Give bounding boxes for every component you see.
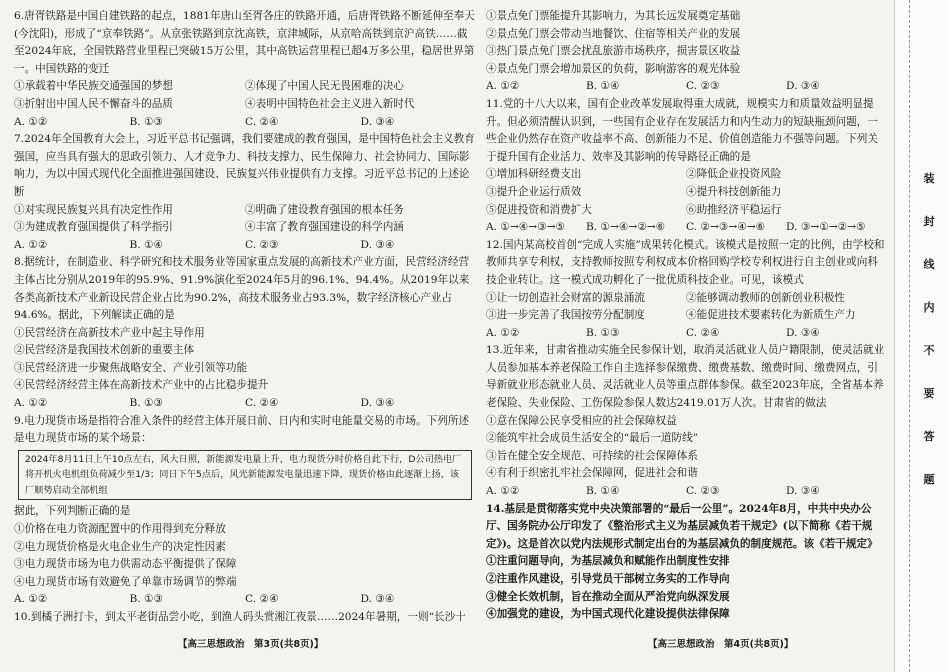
material-box: 2024年8月11日上午10点左右，风大日照，新能源发电量上升，电力现货分时价格自此下行，D公司热电厂将开机火电机组负荷减少至1/3；同日下午5点后，风光新能源发电量迅速下降，现货价格由此逐渐上扬，该厂顺势启动全部机组 (18, 450, 472, 501)
answer-choices (14, 591, 476, 609)
choice-b: B. ①③ (586, 326, 620, 339)
option: ④加强党的建设，为中国式现代化建设提供法律保障 (486, 608, 730, 621)
choice-c: C. ②③ (686, 485, 720, 498)
option: ④能促进技术要素转化为新质生产力 (686, 309, 856, 322)
question-stem: 8.据统计，在制造业、科学研究和技术服务业等国家重点发展的高新技术产业方面，民营经济经营主体占比分别从2019年的95.9%、91.9%演化至2024年5月的96.1%、94.4%。从2019年以来各类高新技术产业新设民营企业占比为90.2%，高技术服务业占93.3%，数字经济核心产业占94.6%。据此，下列解读正确的是 (14, 256, 470, 322)
option: ①价格在电力资源配置中的作用得到充分释放 (14, 522, 226, 535)
option: ④提升科技创新能力 (686, 185, 782, 198)
choice-d: D. ③④ (786, 80, 820, 93)
question-stem: 10.到橘子洲打卡，到太平老街品尝小吃，到渔人码头赏湘江夜景……2024年暑期，一则“长沙十 (14, 610, 466, 623)
choice-d: D. ③→①→②→⑤ (786, 221, 866, 234)
choice-a: A. ①② (14, 238, 48, 251)
choice-a (486, 624, 586, 626)
choice-d: D. ③④ (360, 397, 395, 410)
choice-b: B. ①③ (129, 397, 164, 410)
option: ①承载着中华民族交通强国的梦想 (14, 80, 173, 93)
question-11 (486, 96, 886, 237)
choice-d: D. ③④ (786, 326, 820, 339)
choice-c: C. ②④ (245, 397, 279, 410)
option: ②明确了建设教育强国的根本任务 (245, 203, 404, 216)
option: ④表明中国特色社会主义进入新时代 (245, 97, 415, 110)
choice-b: B. ①④ (586, 80, 620, 93)
question-stem: 6.唐胥铁路是中国自建铁路的起点，1881年唐山至胥各庄的铁路开通，后唐胥铁路不断延伸至奉天(今沈阳)，形成了“京奉铁路”。从京张铁路到京沈高铁，京津城际，从京哈高铁到京沪高铁……截至2024年底，全国铁路营业里程已突破15万公里，其中高铁运营里程已超4万多公里，稳居世界第一。中国铁路的变迁 (14, 10, 475, 75)
binding-char: 要 (923, 387, 935, 400)
option: ①让一切创造社会财富的源泉涌流 (486, 291, 645, 304)
option: ②降低企业投资风险 (686, 168, 782, 181)
option: ③为建成教育强国提供了科学指引 (14, 221, 173, 234)
choice-b: B. ①④ (129, 238, 164, 251)
choice-c: C. ②③ (686, 80, 720, 93)
answer-choices (486, 78, 886, 96)
answer-choices (14, 114, 476, 132)
option: ④民营经济经营主体在高新技术产业中的占比稳步提升 (14, 379, 269, 392)
page-3-column (14, 8, 476, 626)
choice-a: A. ①② (14, 593, 48, 606)
question-stem: 14.基层是贯彻落实党中央决策部署的“最后一公里”。2024年8月，中共中央办公厅、国务院办公厅印发了《整治形式主义为基层减负若干规定》(以下简称《若干规定》)。这是首次以党内法规形式制定出台的为基层减负的制度规范。该《若干规定》 (486, 502, 878, 550)
binding-warning-text (915, 170, 943, 514)
binding-char: 题 (923, 473, 935, 486)
question-7 (14, 131, 476, 254)
option: ③民营经济进一步聚焦战略安全、产业引领等功能 (14, 361, 248, 374)
question-stem: 9.电力现货市场是指符合准入条件的经营主体开展日前、日内和实时电能量交易的市场。下列所述是电力现货市场的某个场景： (14, 414, 470, 445)
option: ②能筑牢社会成员生活安全的“最后一道防线” (486, 432, 699, 445)
choice-b: B. ①③ (129, 115, 164, 128)
answer-choices (486, 624, 886, 626)
option: ③折射出中国人民不懈奋斗的品质 (14, 97, 173, 110)
binding-char: 线 (923, 258, 935, 271)
choice-a: A. ①② (14, 397, 48, 410)
choice-d: D. ③④ (360, 115, 395, 128)
question-10-options (486, 8, 886, 96)
option: ③电力现货市场为电力供需动态平衡提供了保障 (14, 558, 237, 571)
binding-char: 答 (923, 430, 935, 443)
option: ②能够调动教师的创新创业积极性 (686, 291, 845, 304)
question-stem: 12.国内某高校首创“完成人实施”成果转化模式。该模式是按照一定的比例，由学校和教师共享专利权，支持教师按照专利权成本价格回购学校专利权进行自主创业或向科技企业转让。这一模式成功孵化了一批优质科技企业。可见，该模式 (486, 238, 885, 286)
page-4-column (486, 8, 886, 626)
choice-b: B. ①③ (129, 593, 164, 606)
choice-b: B. ①→④→②→⑥ (586, 221, 666, 234)
choice-c: C. ②④ (686, 326, 720, 339)
question-6 (14, 8, 476, 131)
choice-d: D. ③④ (786, 485, 820, 498)
answer-choices (14, 395, 476, 413)
question-stem: 13.近年来，甘肃省推动实施全民参保计划，取消灵活就业人员户籍限制，使灵活就业人员参加基本养老保险工作自主选择参保缴费、缴费基数、缴费时间、缴费网点，引导新就业形态就业人员、灵活就业人员等重点群体参保。截至2023年底，全省基本养老保险、失业保险、工伤保险参保人数达2419.01万人次。甘肃省的做法 (486, 344, 885, 410)
page-footer-left: 【高三思想政治 第3页(共8页)】 (178, 639, 324, 650)
answer-choices (486, 483, 886, 501)
option: ②景点免门票会带动当地餐饮、住宿等相关产业的发展 (486, 27, 741, 40)
choice-d (786, 624, 886, 626)
choice-d: D. ③④ (360, 593, 395, 606)
option: ①意在保障公民享受相应的社会保障权益 (486, 414, 677, 427)
binding-char: 不 (923, 344, 935, 357)
option: ③热门景点免门票会扰乱旅游市场秩序，损害景区收益 (486, 45, 741, 58)
choice-c: C. ②④ (245, 115, 279, 128)
choice-c: C. ②→③→④→⑥ (686, 221, 766, 234)
binding-char: 装 (923, 172, 935, 185)
answer-choices (486, 325, 886, 343)
question-13 (486, 342, 886, 500)
option: ①对实现民族复兴具有决定性作用 (14, 203, 173, 216)
choice-d: D. ③④ (360, 238, 395, 251)
answer-choices (486, 219, 886, 237)
page-footer-right: 【高三思想政治 第4页(共8页)】 (648, 639, 794, 650)
choice-c: C. ②③ (245, 238, 279, 251)
option: ②电力现货价格是火电企业生产的决定性因素 (14, 540, 226, 553)
option: ⑥助推经济平稳运行 (686, 203, 782, 216)
choice-a: A. ①② (486, 80, 520, 93)
choice-b (586, 624, 686, 626)
option: ①注重问题导向，为基层减负和赋能作出制度性安排 (486, 555, 730, 568)
option: ④丰富了教育强国建设的科学内涵 (245, 221, 404, 234)
option: ④电力现货市场有效避免了单靠市场调节的弊端 (14, 575, 237, 588)
option: ③旨在健全安全规范、可持续的社会保障体系 (486, 449, 698, 462)
option: ②民营经济是我国技术创新的重要主体 (14, 344, 195, 357)
option: ①增加科研经费支出 (486, 168, 582, 181)
question-stem: 11.党的十八大以来，国有企业改革发展取得重大成就，规模实力和质量效益明显提升。但必须清醒认识到，一些国有企业存在发展活力和内生动力的短缺瓶颈问题，一些企业仍然存在资产收益率不高、创新能力不足、价值创造能力不强等问题。下列关于提升国有企业活力、效率及其影响的传导路径正确的是 (486, 97, 878, 163)
choice-a: A. ①② (486, 485, 520, 498)
choice-c: C. ②④ (245, 593, 279, 606)
option: ④景点免门票会增加景区的负荷，影响游客的观光体验 (486, 62, 741, 75)
choice-a: A. ①→④→③→⑤ (486, 221, 566, 234)
option: ③提升企业运行质效 (486, 185, 582, 198)
option: ⑤促进投资和消费扩大 (486, 203, 592, 216)
choice-b: B. ①④ (586, 485, 620, 498)
question-12 (486, 237, 886, 343)
question-lead: 据此，下列判断正确的是 (14, 505, 131, 518)
choice-c (686, 624, 786, 626)
binding-char: 封 (923, 215, 935, 228)
question-10 (14, 609, 476, 626)
question-14 (486, 501, 886, 626)
choice-a: A. ①② (486, 326, 520, 339)
question-8 (14, 254, 476, 412)
option: ④有利于织密扎牢社会保障网，促进社会和谐 (486, 467, 698, 480)
option: ①景点免门票能提升其影响力，为其长远发展奠定基础 (486, 10, 741, 22)
option: ③进一步完善了我国按劳分配制度 (486, 309, 645, 322)
binding-margin (894, 0, 950, 672)
question-9 (14, 413, 476, 609)
option: ③健全长效机制，旨在推动全面从严治党向纵深发展 (486, 590, 730, 603)
choice-a: A. ①② (14, 115, 48, 128)
answer-choices (14, 237, 476, 255)
option: ②体现了中国人民无畏困难的决心 (245, 80, 404, 93)
question-stem: 7.2024年全国教育大会上，习近平总书记强调，我们要建成的教育强国，是中国特色社会主义教育强国，应当具有强大的思政引领力、人才竞争力、科技支撑力、民生保障力、社会协同力、国际影响力，为以中国式现代化全面推进强国建设、民族复兴伟业提供有力支撑。习近平总书记的上述论断 (14, 133, 475, 198)
binding-char: 内 (923, 301, 935, 314)
binding-dashed-line (909, 0, 910, 672)
option: ②注重作风建设，引导党员干部树立务实的工作导向 (486, 573, 730, 585)
option: ①民营经济在高新技术产业中起主导作用 (14, 326, 205, 339)
